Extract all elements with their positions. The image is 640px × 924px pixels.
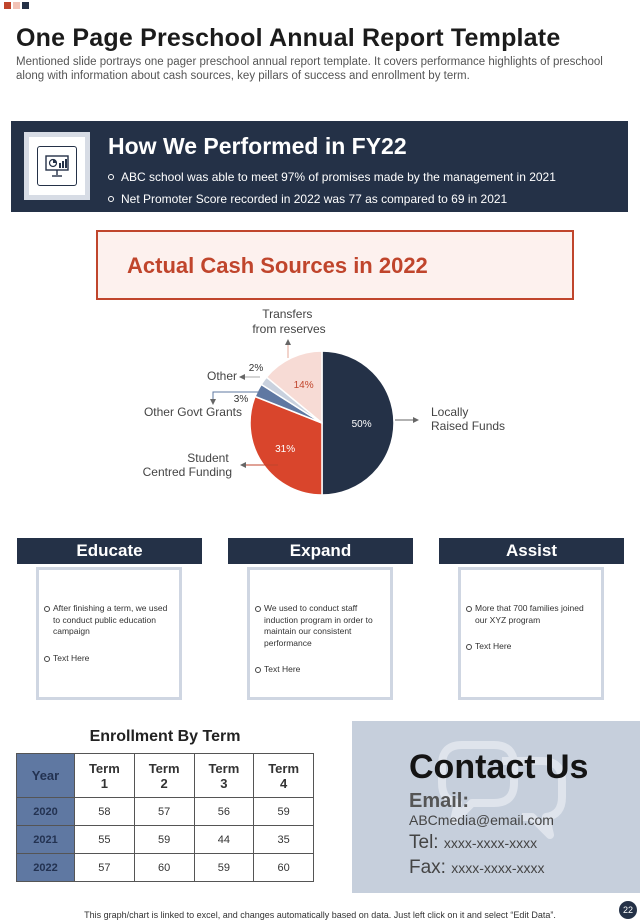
fax-value: xxxx-xxxx-xxxx xyxy=(451,860,545,876)
pillar-educate-header: Educate xyxy=(17,538,202,564)
bullet-icon xyxy=(108,174,114,180)
pie-value-label: 31% xyxy=(275,444,296,456)
pillar-item: Text Here xyxy=(44,653,175,665)
table-cell: 55 xyxy=(75,826,135,854)
term-header: Term 4 xyxy=(254,754,314,798)
year-cell: 2020 xyxy=(17,798,75,826)
label-transfers: Transfers from reserves xyxy=(252,307,326,336)
performance-points xyxy=(108,166,556,210)
contact-title: Contact Us xyxy=(409,748,589,786)
label-student: Student Centred Funding xyxy=(142,451,232,479)
table-cell: 60 xyxy=(134,854,194,882)
performance-point xyxy=(108,188,556,210)
pillar-assist-header: Assist xyxy=(439,538,624,564)
cash-sources-header xyxy=(96,230,574,300)
performance-point-text: Net Promoter Score recorded in 2022 was 77 as compared to 69 in 2021 xyxy=(121,192,508,206)
pillar-item: Text Here xyxy=(466,641,597,653)
performance-icon-frame xyxy=(24,132,90,200)
label-locally: Locally Raised Funds xyxy=(431,405,506,433)
performance-point xyxy=(108,166,556,188)
table-cell: 59 xyxy=(134,826,194,854)
table-row xyxy=(17,826,314,854)
fax-label: Fax: xyxy=(409,857,446,878)
page-number: 22 xyxy=(619,901,637,919)
table-cell: 56 xyxy=(194,798,254,826)
table-cell: 57 xyxy=(75,854,135,882)
pillar-item: More that 700 families joined our XYZ program xyxy=(466,603,597,626)
tel-value: xxxx-xxxx-xxxx xyxy=(443,835,538,851)
email-label: Email: xyxy=(409,790,470,812)
table-cell: 60 xyxy=(254,854,314,882)
accent-square-navy xyxy=(22,2,29,9)
label-other: Other xyxy=(206,369,237,383)
accent-square-pink xyxy=(13,2,20,9)
page-title: One Page Preschool Annual Report Template xyxy=(16,24,561,52)
table-cell: 59 xyxy=(194,854,254,882)
accent-squares xyxy=(4,2,29,9)
table-cell: 44 xyxy=(194,826,254,854)
term-header: Term 3 xyxy=(194,754,254,798)
contact-panel xyxy=(352,721,640,893)
term-header: Term 1 xyxy=(75,754,135,798)
pillar-item: We used to conduct staff induction program in order to maintain our consistent performance xyxy=(255,603,386,649)
pillar-educate-card xyxy=(36,567,182,700)
footer-note: This graph/chart is linked to excel, and changes automatically based on data. Just left click on it and select “Edit Data”. xyxy=(84,910,556,920)
pie-value-label: 50% xyxy=(351,419,372,430)
pie-value-label: 2% xyxy=(248,363,264,374)
enrollment-title: Enrollment By Term xyxy=(89,728,241,745)
pie-value-label: 14% xyxy=(293,379,314,391)
pillar-item: After finishing a term, we used to conduct public education campaign xyxy=(44,603,175,638)
pillar-expand-header: Expand xyxy=(228,538,413,564)
table-cell: 35 xyxy=(254,826,314,854)
table-cell: 57 xyxy=(134,798,194,826)
accent-square-red xyxy=(4,2,11,9)
year-cell: 2021 xyxy=(17,826,75,854)
year-header: Year xyxy=(17,754,75,798)
table-row xyxy=(17,854,314,882)
cash-sources-title: Actual Cash Sources in 2022 xyxy=(127,253,428,278)
presentation-chart-icon xyxy=(37,146,77,186)
email-value[interactable]: ABCmedia@email.com xyxy=(409,812,554,828)
tel-line xyxy=(409,832,537,854)
tel-label: Tel: xyxy=(409,832,439,853)
performance-point-text: ABC school was able to meet 97% of promises made by the management in 2021 xyxy=(121,170,556,184)
performance-title: How We Performed in FY22 xyxy=(108,133,407,159)
pie-value-label: 3% xyxy=(233,394,249,405)
label-govt: Other Govt Grants xyxy=(143,405,242,419)
table-cell: 59 xyxy=(254,798,314,826)
enrollment-table xyxy=(16,753,314,882)
table-row xyxy=(17,798,314,826)
page-subtitle: Mentioned slide portrays one pager preschool annual report template. It covers performance highlights of preschool along with information about cash sources, key pillars of success and enrollment by term. xyxy=(16,56,603,82)
pillar-assist-card xyxy=(458,567,604,700)
pillar-expand-card xyxy=(247,567,393,700)
pillar-item: Text Here xyxy=(255,664,386,676)
table-cell: 58 xyxy=(75,798,135,826)
bullet-icon xyxy=(108,196,114,202)
term-header: Term 2 xyxy=(134,754,194,798)
table-header-row xyxy=(17,754,314,798)
performance-banner xyxy=(11,121,628,212)
year-cell: 2022 xyxy=(17,854,75,882)
fax-line xyxy=(409,857,545,879)
cash-sources-pie-chart[interactable] xyxy=(0,300,640,530)
